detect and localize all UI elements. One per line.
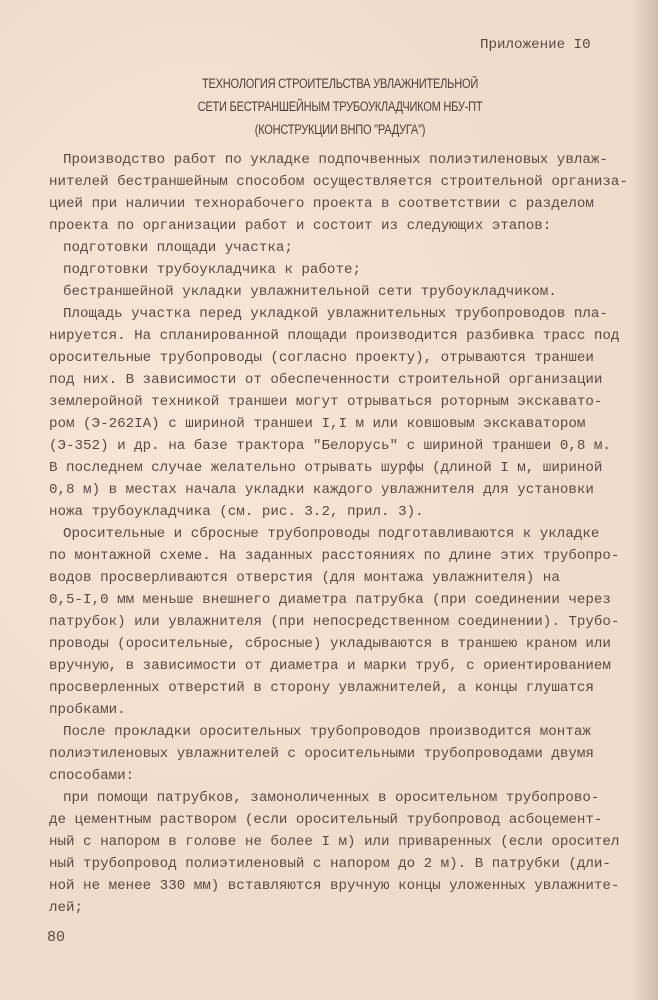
text-line: оросительные трубопроводы (согласно проекту), отрываются траншеи (49, 350, 594, 366)
text-line: вручную, в зависимости от диаметра и марки труб, с ориентированием (49, 658, 611, 674)
paragraph (49, 259, 628, 281)
text-line: В последнем случае желательно отрывать шурфы (длиной I м, шириной (49, 460, 603, 476)
text-line: при помощи патрубков, замоноличенных в оросительном трубопрово- (63, 790, 600, 806)
text-line: подготовки трубоукладчика к работе; (63, 262, 361, 278)
paragraph (49, 787, 628, 919)
text-line: нируется. На спланированной площади производится разбивка трасс под (49, 328, 620, 344)
text-line: ный трубопровод полиэтиленовый с напором до 2 м). В патрубки (дли- (49, 856, 611, 872)
paragraph (49, 149, 628, 237)
text-line: нителей бестраншейным способом осуществляется строительной организа- (49, 174, 628, 190)
page-number: 80 (47, 929, 66, 946)
text-line: землеройной техникой траншеи могут отрываться роторным экскавато- (49, 394, 603, 410)
text-line: патрубок) или увлажнителя (при непосредственном соединении). Трубо- (49, 614, 620, 630)
text-line: под них. В зависимости от обеспеченности строительной организации (49, 372, 603, 388)
text-line: 0,8 м) в местах начала укладки каждого увлажнителя для установки (49, 482, 594, 498)
text-line: цией при наличии технорабочего проекта в соответствии с разделом (49, 196, 594, 212)
text-line: 0,5-I,0 мм меньше внешнего диаметра патрубка (при соединении через (49, 592, 611, 608)
paragraph (49, 303, 628, 523)
title-line: (КОНСТРУКЦИИ ВНПО "РАДУГА") (254, 122, 426, 137)
text-line: ножа трубоукладчика (см. рис. 3.2, прил. 3). (49, 504, 424, 520)
text-line: полиэтиленовых увлажнителей с оросительными трубопроводами двумя (49, 746, 594, 762)
text-line: проводы (оросительные, сбросные) укладываются в траншею краном или (49, 636, 611, 652)
paragraph (49, 523, 628, 721)
text-line: Площадь участка перед укладкой увлажнительных трубопроводов пла- (63, 306, 608, 322)
text-line: проекта по организации работ и состоит из следующих этапов: (49, 218, 552, 234)
text-line: Оросительные и сбросные трубопроводы подготавливаются к укладке (63, 526, 600, 542)
text-line: ром (Э-262IA) с шириной траншеи I,I м или ковшовым экскаватором (49, 416, 586, 432)
paragraph (49, 237, 628, 259)
text-line: бестраншейной укладки увлажнительной сети трубоукладчиком. (63, 284, 557, 300)
text-line: подготовки площади участка; (63, 240, 293, 256)
text-line: ный с напором в голове не более I м) или приваренных (если оросител (49, 834, 620, 850)
text-line: просверленных отверстий в сторону увлажнителей, а концы глушатся (49, 680, 594, 696)
paragraph (49, 721, 628, 787)
paragraph (49, 281, 628, 303)
text-line: де цементным раствором (если оросительный трубопровод асбоцемент- (49, 812, 603, 828)
text-line: по монтажной схеме. На заданных расстояниях по длине этих трубопро- (49, 548, 620, 564)
appendix-label: Приложение I0 (480, 37, 591, 53)
text-line: способами: (49, 768, 135, 784)
title-line: ТЕХНОЛОГИЯ СТРОИТЕЛЬСТВА УВЛАЖНИТЕЛЬНОЙ (201, 76, 479, 91)
text-line: Производство работ по укладке подпочвенных полиэтиленовых увлаж- (63, 152, 608, 168)
text-line: водов просверливаются отверстия (для монтажа увлажнителя) на (49, 570, 560, 586)
document-title (61, 72, 619, 141)
text-line: После прокладки оросительных трубопроводов производится монтаж (63, 724, 591, 740)
title-line: СЕТИ БЕСТРАНШЕЙНЫМ ТРУБОУКЛАДЧИКОМ НБУ-ПТ (197, 99, 483, 114)
document-body (49, 149, 628, 919)
text-line: пробками. (49, 702, 126, 718)
text-line: (Э-352) и др. на базе трактора "Белорусь" с шириной траншеи 0,8 м. (49, 438, 611, 454)
text-line: ной не менее 330 мм) вставляются вручную концы уложенных увлажните- (49, 878, 620, 894)
text-line: лей; (49, 900, 84, 916)
